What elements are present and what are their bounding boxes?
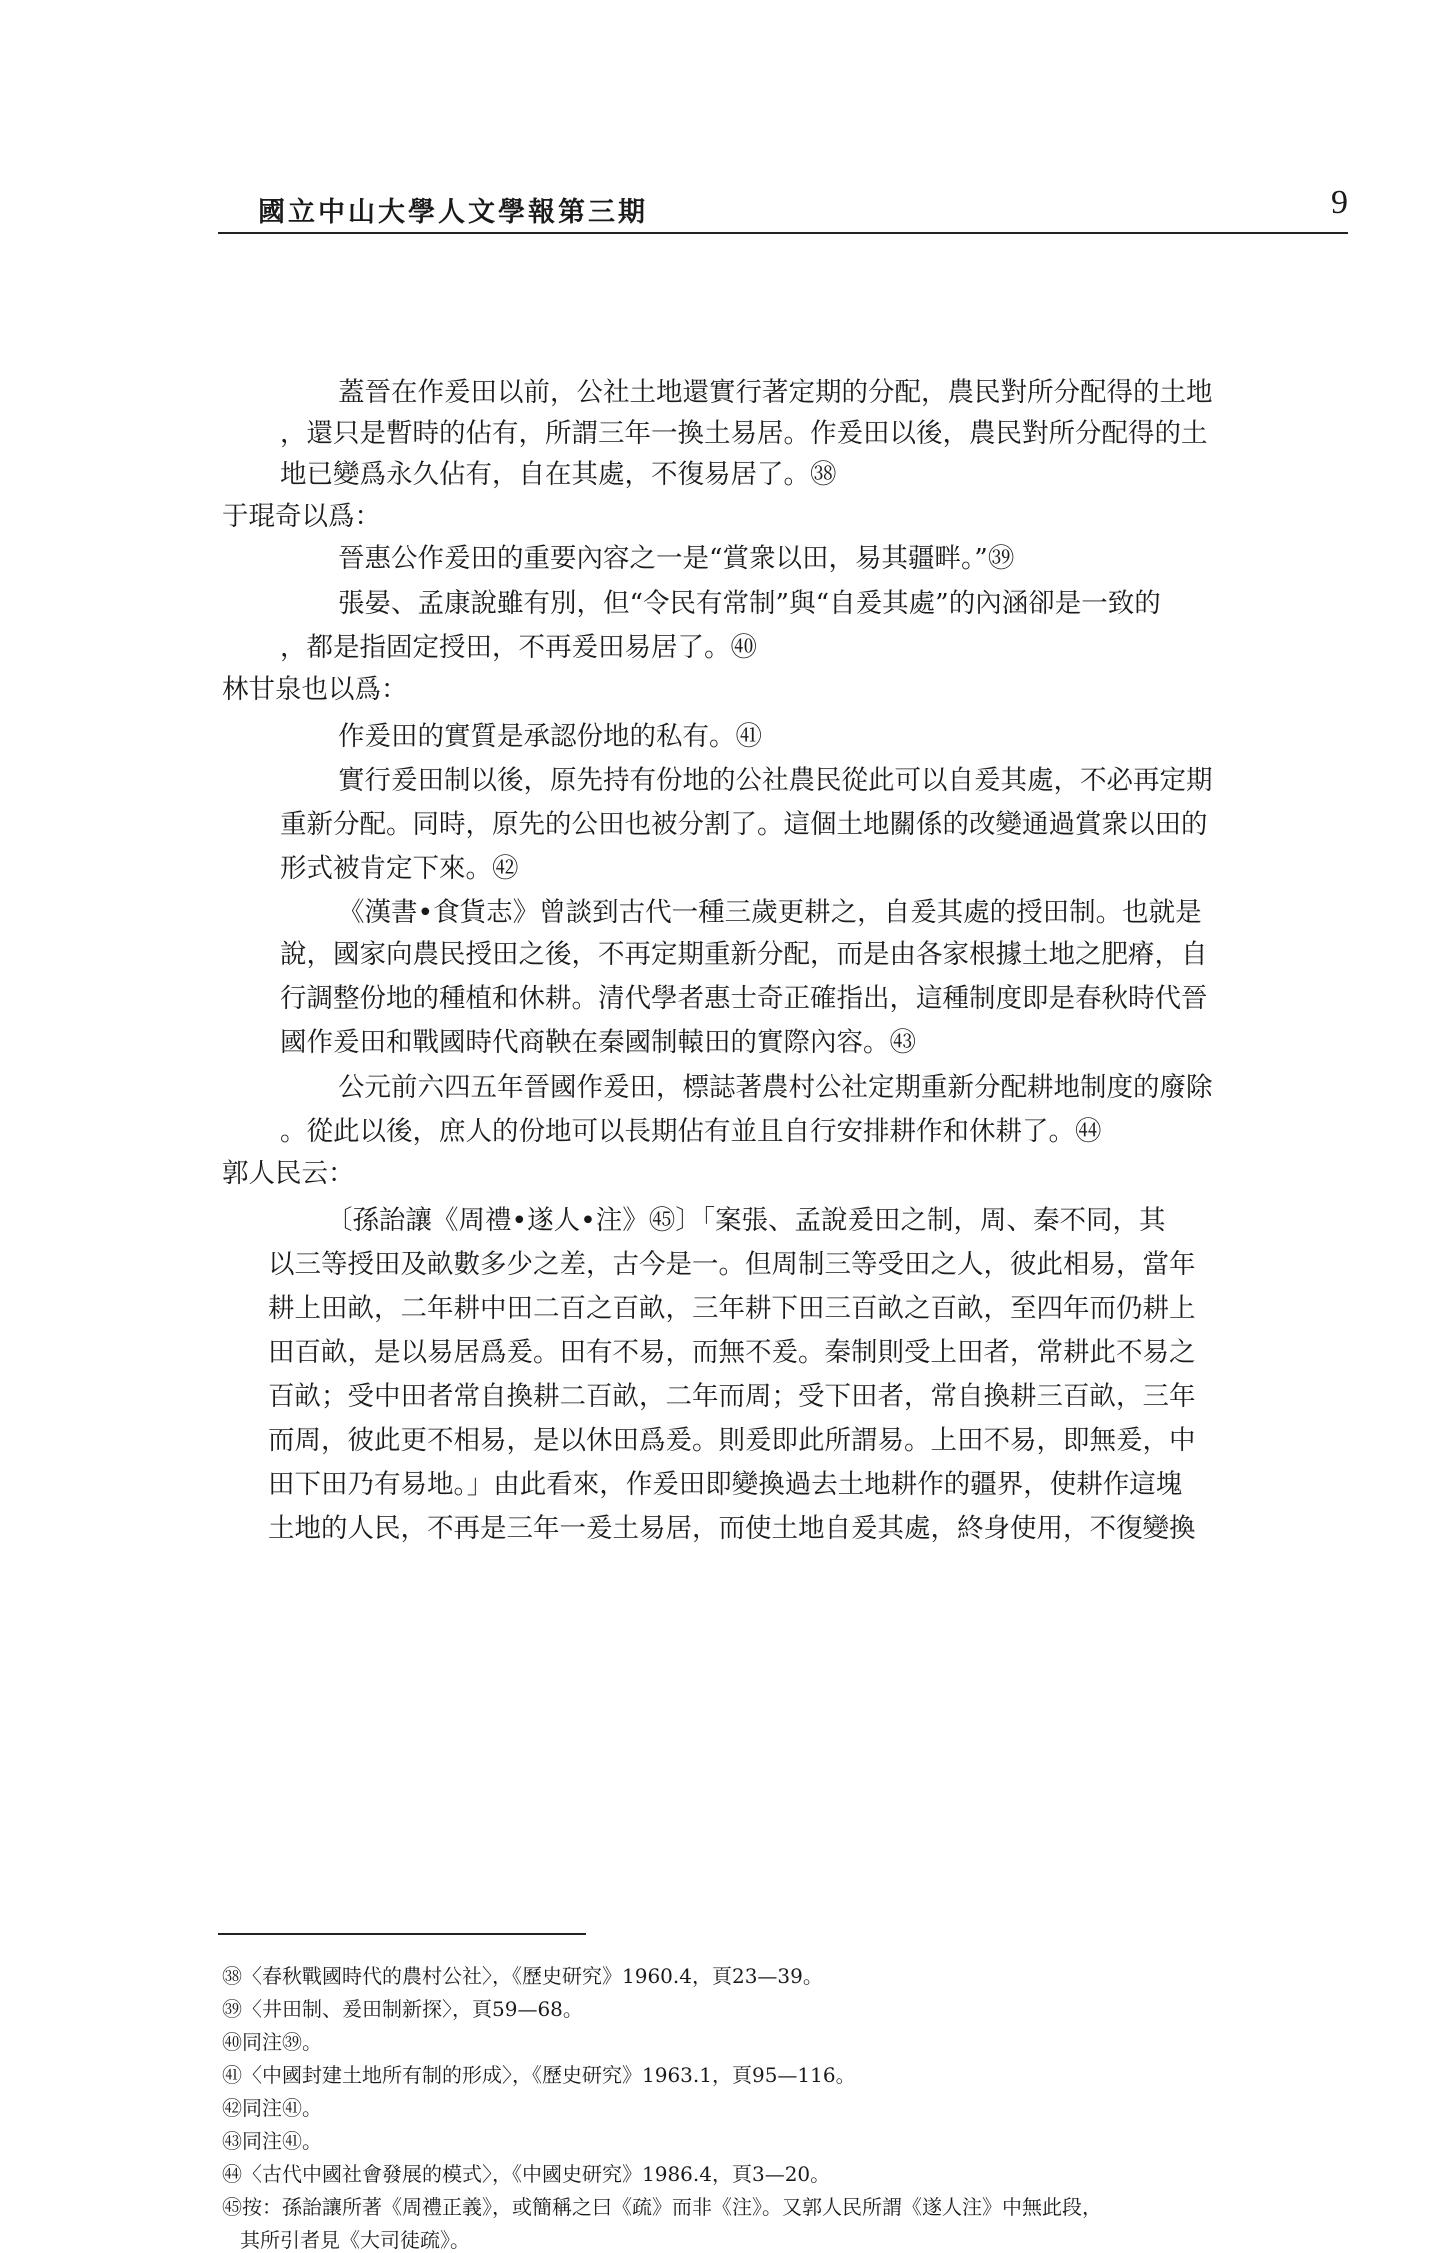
- body-line: 而周，彼此更不相易，是以休田爲爰。則爰即此所謂易。上田不易，即無爰，中: [268, 1425, 1196, 1456]
- footnote-rule: [218, 1933, 586, 1935]
- body-line: 《漢書•食貨志》曾談到古代一種三歲更耕之，自爰其處的授田制。也就是: [338, 897, 1202, 928]
- body-line: 公元前六四五年晉國作爰田，標誌著農村公社定期重新分配耕地制度的廢除: [338, 1072, 1213, 1103]
- body-line: ，還只是暫時的佔有，所謂三年一換土易居。作爰田以後，農民對所分配得的土: [280, 418, 1208, 449]
- body-line: 以三等授田及畝數多少之差，古今是一。但周制三等受田之人，彼此相易，當年: [268, 1249, 1196, 1280]
- body-line: 國作爰田和戰國時代商鞅在秦國制轅田的實際內容。㊸: [280, 1027, 916, 1058]
- body-line: 田百畝，是以易居爲爰。田有不易，而無不爰。秦制則受上田者，常耕此不易之: [268, 1337, 1196, 1368]
- body-line: 張晏、孟康說雖有別，但“令民有常制”與“自爰其處”的內涵卻是一致的: [338, 588, 1161, 619]
- footnote: 其所引者見《大司徒疏》。: [240, 2228, 470, 2252]
- body-line: 郭人民云：: [222, 1158, 355, 1189]
- footnote: ㊹〈古代中國社會發展的模式〉，《中國史研究》1986.4，頁3—20。: [222, 2162, 831, 2186]
- footnote: ㊳〈春秋戰國時代的農村公社〉，《歷史研究》1960.4，頁23—39。: [222, 1964, 823, 1988]
- body-line: 耕上田畝，二年耕中田二百之百畝，三年耕下田三百畝之百畝，至四年而仍耕上: [268, 1293, 1196, 1324]
- body-line: 形式被肯定下來。㊷: [280, 853, 519, 884]
- footnote: ㊷同注㊶。: [222, 2096, 322, 2120]
- body-line: ，都是指固定授田，不再爰田易居了。㊵: [280, 632, 757, 663]
- body-line: 作爰田的實質是承認份地的私有。㊶: [338, 721, 762, 752]
- page-number: 9: [1331, 184, 1348, 221]
- body-line: 〔孫詒讓《周禮•遂人•注》㊺〕「案張、孟說爰田之制，周、秦不同，其: [326, 1205, 1166, 1236]
- footnote: ㊴〈井田制、爰田制新探〉，頁59—68。: [222, 1997, 583, 2021]
- body-line: 于琨奇以爲：: [222, 501, 381, 532]
- body-line: 土地的人民，不再是三年一爰土易居，而使土地自爰其處，終身使用，不復變換: [268, 1513, 1196, 1544]
- page-header: [218, 184, 1348, 232]
- body-line: 百畝；受中田者常自換耕二百畝，二年而周；受下田者，常自換耕三百畝，三年: [268, 1381, 1196, 1412]
- running-title: 國立中山大學人文學報第三期: [258, 197, 648, 228]
- body-line: 重新分配。同時，原先的公田也被分割了。這個土地關係的改變通過賞衆以田的: [280, 809, 1208, 840]
- footnote: ㊶〈中國封建土地所有制的形成〉，《歷史研究》1963.1，頁95—116。: [222, 2063, 856, 2087]
- body-line: 林甘泉也以爲：: [222, 674, 408, 705]
- body-line: 實行爰田制以後，原先持有份地的公社農民從此可以自爰其處，不必再定期: [338, 765, 1213, 796]
- body-line: 田下田乃有易地。」由此看來，作爰田即變換過去土地耕作的疆界，使耕作這塊: [268, 1469, 1183, 1500]
- body-line: 地已變爲永久佔有，自在其處，不復易居了。㊳: [280, 459, 837, 490]
- header-rule: [218, 232, 1348, 234]
- footnote: ㊺按：孫詒讓所著《周禮正義》，或簡稱之曰《疏》而非《注》。又郭人民所謂《遂人注》中無此段，: [222, 2195, 1102, 2219]
- body-line: 行調整份地的種植和休耕。清代學者惠士奇正確指出，這種制度即是春秋時代晉: [280, 983, 1208, 1014]
- footnote: ㊵同注㊴。: [222, 2030, 322, 2054]
- footnote: ㊸同注㊶。: [222, 2129, 322, 2153]
- body-line: 。從此以後，庶人的份地可以長期佔有並且自行安排耕作和休耕了。㊹: [280, 1116, 1102, 1147]
- body-line: 蓋晉在作爰田以前，公社土地還實行著定期的分配，農民對所分配得的土地: [338, 377, 1213, 408]
- body-line: 晉惠公作爰田的重要內容之一是“賞衆以田，易其疆畔。”㊴: [338, 543, 1015, 574]
- body-line: 說，國家向農民授田之後，不再定期重新分配，而是由各家根據土地之肥瘠，自: [280, 939, 1208, 970]
